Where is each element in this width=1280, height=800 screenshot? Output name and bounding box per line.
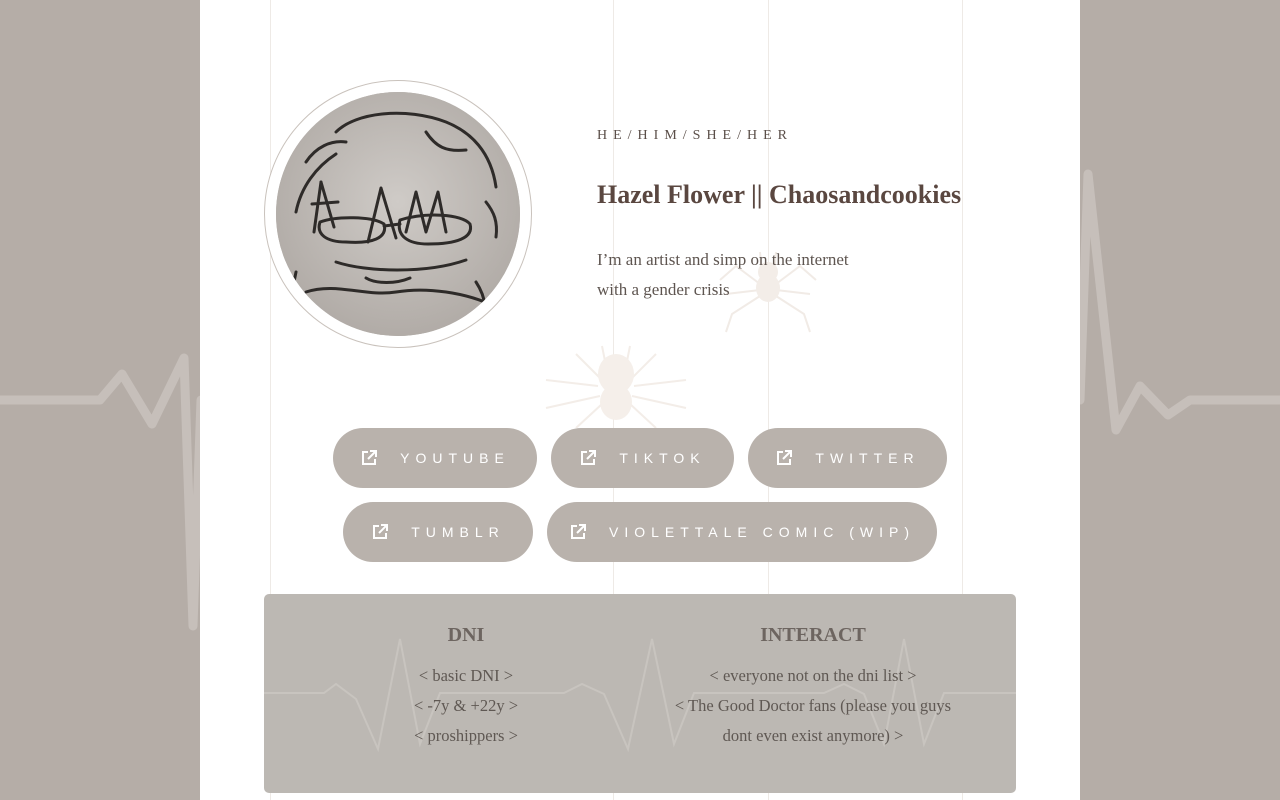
avatar bbox=[276, 92, 520, 336]
tiktok-link-button[interactable] bbox=[551, 428, 734, 488]
external-link-icon bbox=[371, 523, 389, 541]
dni-column bbox=[366, 624, 566, 751]
bio bbox=[597, 245, 897, 305]
tumblr-link-button[interactable] bbox=[343, 502, 533, 562]
dni-line: < -7y & +22y > bbox=[414, 696, 518, 715]
pronouns: HE/HIM/SHE/HER bbox=[597, 128, 793, 143]
link-label: TUMBLR bbox=[411, 524, 505, 540]
bio-line: with a gender crisis bbox=[597, 280, 730, 299]
profile-card bbox=[200, 0, 1080, 800]
link-label: VIOLETTALE COMIC (WIP) bbox=[609, 524, 915, 540]
dni-line: < basic DNI > bbox=[418, 666, 514, 685]
external-link-icon bbox=[579, 449, 597, 467]
sketch-avatar-icon bbox=[276, 92, 520, 336]
interact-title: INTERACT bbox=[760, 624, 866, 646]
dni-interact-box bbox=[264, 594, 1016, 793]
profile-name: Hazel Flower || Chaosandcookies bbox=[597, 180, 962, 209]
spider-icon bbox=[536, 344, 696, 428]
dni-line: < proshippers > bbox=[414, 726, 518, 745]
bio-line: I’m an artist and simp on the internet bbox=[597, 250, 849, 269]
interact-column bbox=[653, 624, 973, 751]
link-label: TWITTER bbox=[815, 450, 920, 466]
dni-title: DNI bbox=[447, 624, 485, 646]
external-link-icon bbox=[360, 449, 378, 467]
link-label: YOUTUBE bbox=[400, 450, 510, 466]
interact-line: dont even exist anymore) > bbox=[722, 726, 904, 745]
youtube-link-button[interactable] bbox=[333, 428, 537, 488]
interact-line: < everyone not on the dni list > bbox=[709, 666, 917, 685]
interact-line: < The Good Doctor fans (please you guys bbox=[674, 696, 952, 715]
twitter-link-button[interactable] bbox=[748, 428, 947, 488]
external-link-icon bbox=[569, 523, 587, 541]
link-label: TIKTOK bbox=[619, 450, 706, 466]
violettale-comic-link-button[interactable] bbox=[547, 502, 937, 562]
external-link-icon bbox=[775, 449, 793, 467]
